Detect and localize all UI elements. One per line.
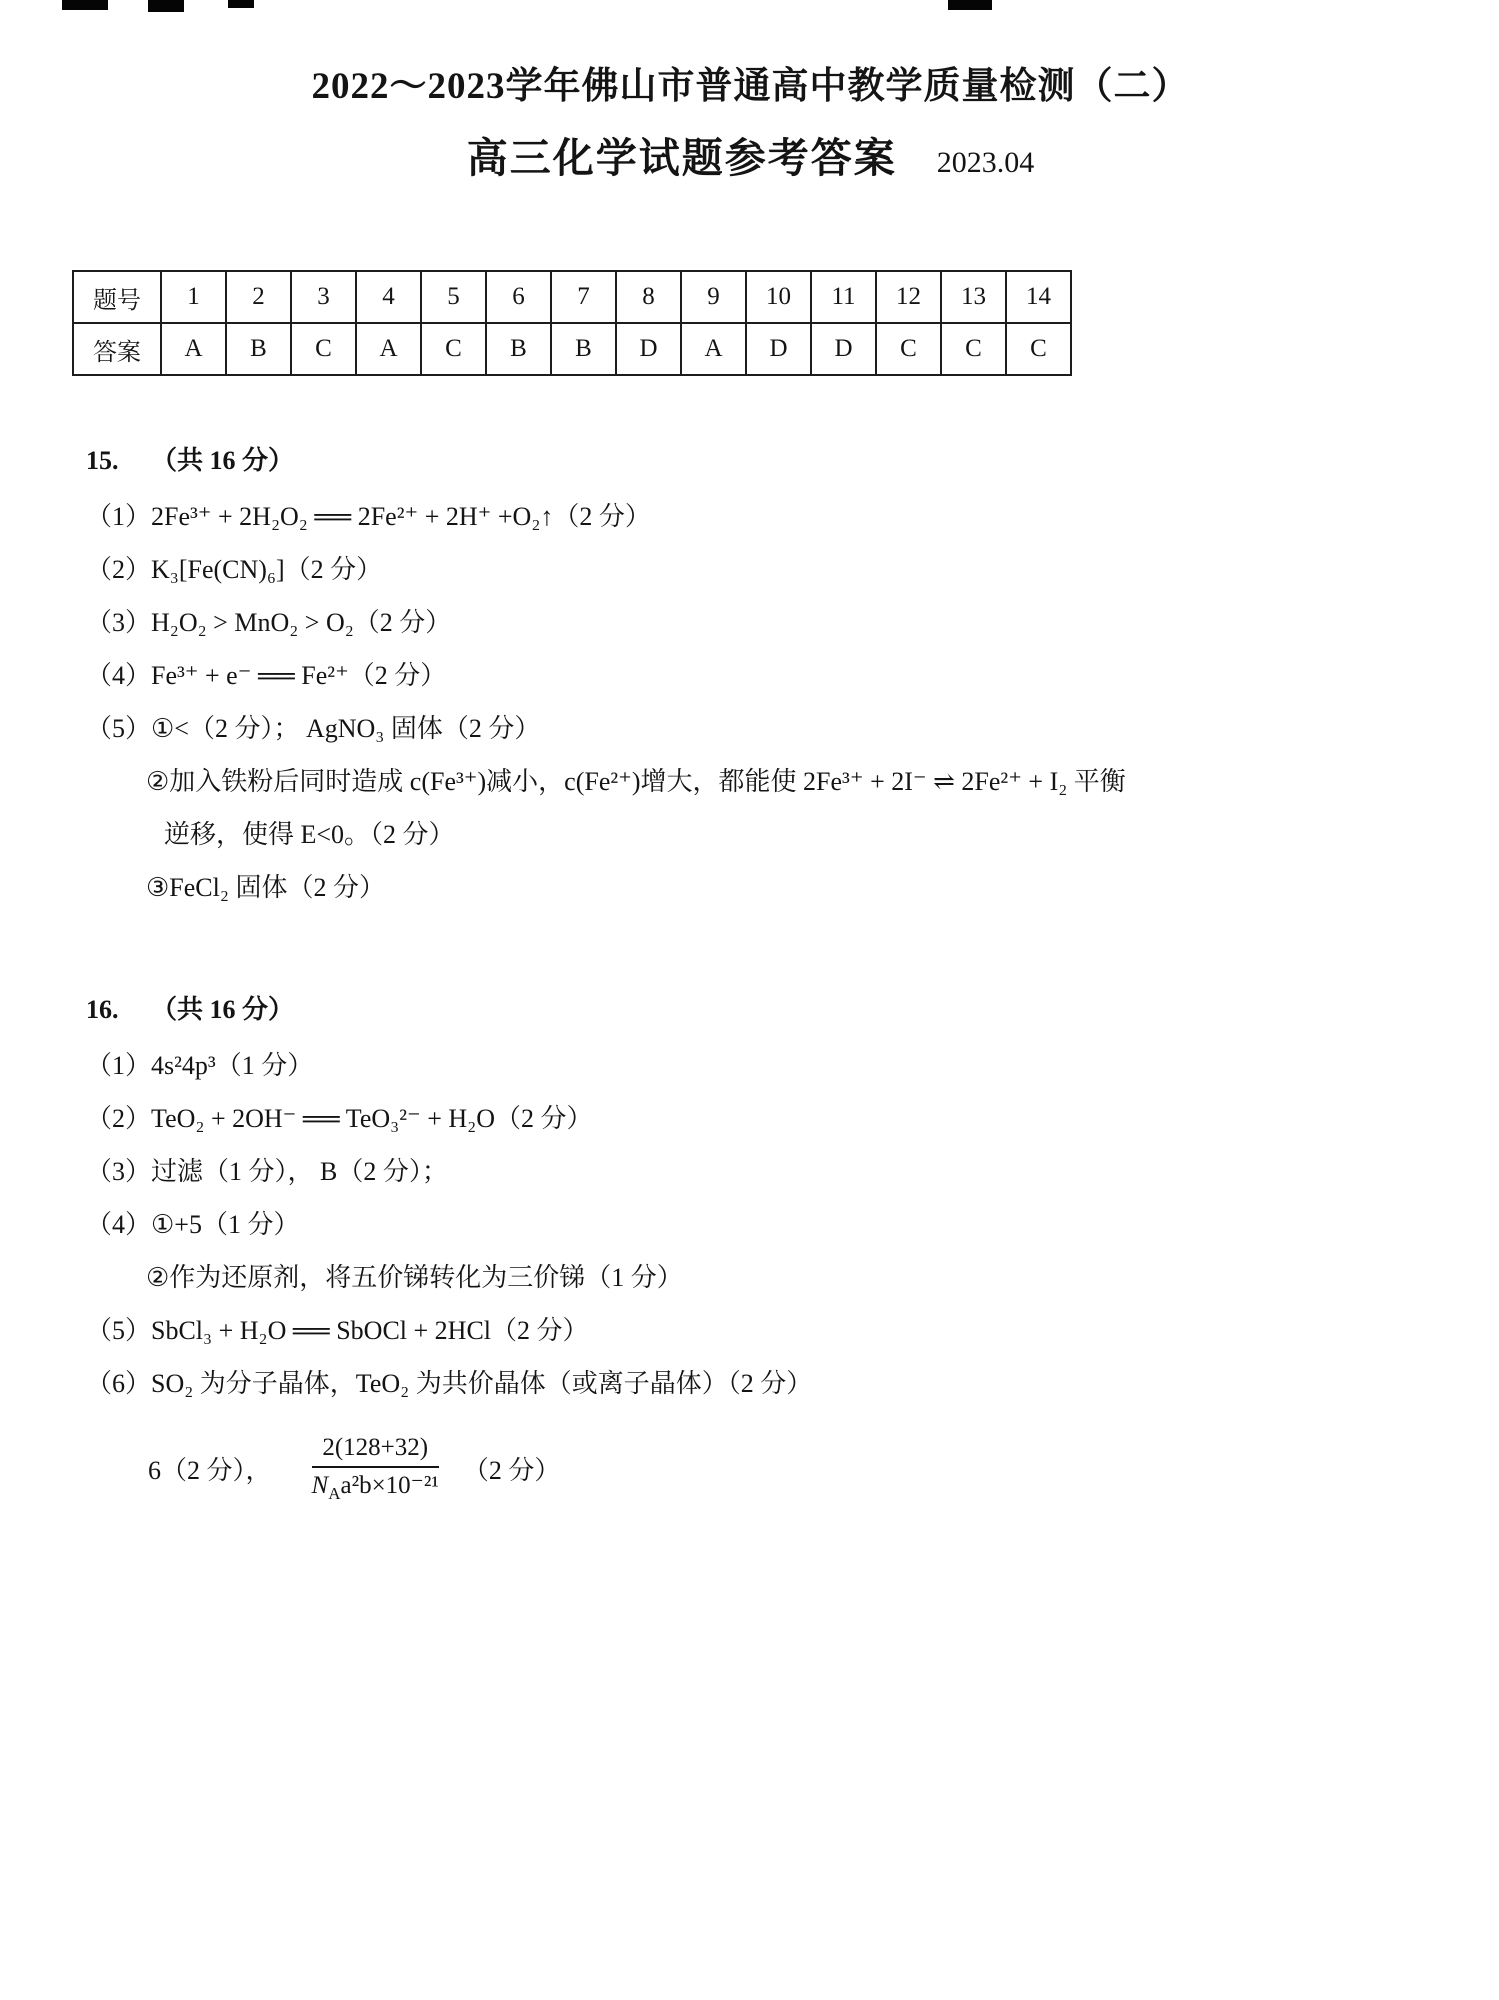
table-cell: 9 xyxy=(681,271,746,323)
fraction xyxy=(312,1433,439,1509)
question-15-heading xyxy=(86,446,1429,476)
table-cell: 3 xyxy=(291,271,356,323)
page-title: 2022～2023学年佛山市普通高中教学质量检测（二） xyxy=(311,66,1190,107)
table-cell: D xyxy=(616,323,681,375)
q16-item-6b-prefix: 6（2 分）， xyxy=(148,1456,272,1485)
question-number: 16. xyxy=(86,995,119,1024)
table-row xyxy=(73,323,1071,375)
q15-item-5d: ③FeCl₂ 固体（2 分） xyxy=(146,873,385,902)
q16-item-6b-suffix: （2 分） xyxy=(462,1456,561,1485)
q16-item-6a: （6）SO₂ 为分子晶体，TeO₂ 为共价晶体（或离子晶体）（2 分） xyxy=(86,1369,813,1398)
table-cell: 12 xyxy=(876,271,941,323)
denominator-rest: a²b×10⁻²¹ xyxy=(340,1472,439,1499)
subtitle-row xyxy=(72,125,1429,184)
avogadro-symbol: N xyxy=(311,1472,329,1499)
table-cell: 4 xyxy=(356,271,421,323)
q16-item-4b: ②作为还原剂，将五价锑转化为三价锑（1 分） xyxy=(146,1263,683,1292)
date-label: 2023.04 xyxy=(936,146,1035,179)
table-cell: D xyxy=(811,323,876,375)
q16-item-3: （3）过滤（1 分）， B（2 分）； xyxy=(86,1157,448,1186)
table-cell: 7 xyxy=(551,271,616,323)
q16-item-6b xyxy=(148,1433,1429,1509)
fraction-denominator xyxy=(312,1468,439,1509)
q16-item-4a: （4）①+5（1 分） xyxy=(86,1210,300,1239)
scan-artifact xyxy=(62,0,108,10)
page-subtitle: 高三化学试题参考答案 xyxy=(466,135,897,181)
scan-artifact xyxy=(948,0,992,10)
table-cell: B xyxy=(551,323,616,375)
table-cell: A xyxy=(356,323,421,375)
avogadro-subscript: A xyxy=(328,1484,341,1503)
q15-item-2: （2）K₃[Fe(CN)₆]（2 分） xyxy=(86,555,383,584)
table-cell: 8 xyxy=(616,271,681,323)
table-cell: 13 xyxy=(941,271,1006,323)
q15-item-5b: ②加入铁粉后同时造成 c(Fe³⁺)减小，c(Fe²⁺)增大，都能使 2Fe³⁺ + 2I⁻ ⇌ 2Fe²⁺ + I₂ 平衡 xyxy=(146,767,1126,796)
table-cell: C xyxy=(941,323,1006,375)
q15-item-5c: 逆移，使得 E<0。（2 分） xyxy=(164,820,455,849)
table-cell: B xyxy=(226,323,291,375)
question-points: （共 16 分） xyxy=(151,446,295,475)
q16-item-5: （5）SbCl₃ + H₂O ══ SbOCl + 2HCl（2 分） xyxy=(86,1316,589,1345)
table-cell: 5 xyxy=(421,271,486,323)
table-cell: 2 xyxy=(226,271,291,323)
question-16-section xyxy=(72,995,1429,1509)
table-cell: C xyxy=(421,323,486,375)
table-cell: B xyxy=(486,323,551,375)
q16-item-2: （2）TeO₂ + 2OH⁻ ══ TeO₃²⁻ + H₂O（2 分） xyxy=(86,1104,593,1133)
table-cell: C xyxy=(291,323,356,375)
table-cell: A xyxy=(161,323,226,375)
q15-item-4: （4）Fe³⁺ + e⁻ ══ Fe²⁺（2 分） xyxy=(86,661,447,690)
q15-item-1: （1）2Fe³⁺ + 2H₂O₂ ══ 2Fe²⁺ + 2H⁺ +O₂↑（2 分） xyxy=(86,502,651,531)
q16-item-1: （1）4s²4p³（1 分） xyxy=(86,1051,314,1080)
table-header-cell: 题号 xyxy=(73,271,161,323)
fraction-numerator: 2(128+32) xyxy=(312,1433,439,1468)
table-cell: 14 xyxy=(1006,271,1071,323)
scan-artifact xyxy=(228,0,254,8)
question-points: （共 16 分） xyxy=(151,995,295,1024)
table-cell: A xyxy=(681,323,746,375)
scan-artifact xyxy=(148,0,184,12)
question-number: 15. xyxy=(86,446,119,475)
table-header-cell: 答案 xyxy=(73,323,161,375)
answer-table xyxy=(72,270,1072,376)
table-cell: 11 xyxy=(811,271,876,323)
q15-item-3: （3）H₂O₂ > MnO₂ > O₂（2 分） xyxy=(86,608,452,637)
q15-item-5a: （5）①<（2 分）； AgNO₃ 固体（2 分） xyxy=(86,714,541,743)
table-cell: C xyxy=(1006,323,1071,375)
table-cell: 6 xyxy=(486,271,551,323)
table-row xyxy=(73,271,1071,323)
table-cell: 1 xyxy=(161,271,226,323)
table-cell: 10 xyxy=(746,271,811,323)
table-cell: C xyxy=(876,323,941,375)
table-cell: D xyxy=(746,323,811,375)
question-16-heading xyxy=(86,995,1429,1025)
question-15-section xyxy=(72,446,1429,903)
